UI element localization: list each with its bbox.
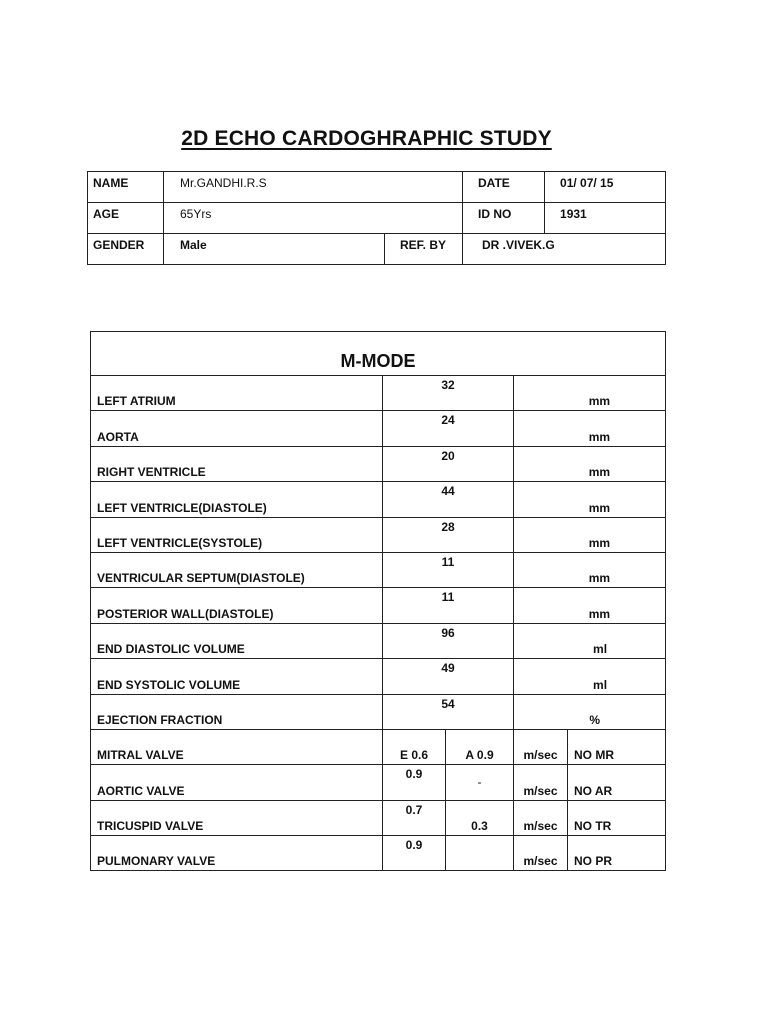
patient-row-name: [88, 172, 666, 203]
measure-name: EJECTION FRACTION: [91, 694, 383, 729]
table-row: [91, 588, 666, 623]
gender-value: Male: [164, 234, 385, 265]
id-label: ID NO: [463, 203, 545, 234]
valve-e-value: 0.9: [383, 765, 446, 800]
measure-unit: mm: [514, 411, 666, 446]
report-title: 2D ECHO CARDOGHRAPHIC STUDY: [181, 127, 552, 150]
measure-name: END SYSTOLIC VOLUME: [91, 659, 383, 694]
valve-e-value: 0.9: [383, 836, 446, 871]
valve-unit: m/sec: [514, 729, 568, 764]
id-value: 1931: [545, 203, 666, 234]
table-row: [91, 694, 666, 729]
valve-name: MITRAL VALVE: [91, 729, 383, 764]
table-row: [91, 552, 666, 587]
date-value: 01/ 07/ 15: [545, 172, 666, 203]
measure-name: RIGHT VENTRICLE: [91, 446, 383, 481]
patient-row-age: [88, 203, 666, 234]
age-value: 65Yrs: [164, 203, 463, 234]
measure-name: POSTERIOR WALL(DIASTOLE): [91, 588, 383, 623]
measure-value: 49: [383, 659, 514, 694]
patient-info-table: [87, 171, 666, 265]
table-row: [91, 729, 666, 764]
valve-note: NO PR: [568, 836, 666, 871]
mmode-table: [90, 331, 666, 871]
table-row: [91, 517, 666, 552]
valve-note: NO MR: [568, 729, 666, 764]
table-row: [91, 836, 666, 871]
ref-value: DR .VIVEK.G: [463, 234, 666, 265]
measure-value: 44: [383, 482, 514, 517]
table-row: [91, 411, 666, 446]
valve-unit: m/sec: [514, 800, 568, 835]
mmode-header-row: [91, 332, 666, 376]
name-value: Mr.GANDHI.R.S: [164, 172, 463, 203]
measure-unit: mm: [514, 446, 666, 481]
valve-name: TRICUSPID VALVE: [91, 800, 383, 835]
table-row: [91, 446, 666, 481]
patient-row-gender: [88, 234, 666, 265]
age-label: AGE: [88, 203, 164, 234]
measure-unit: ml: [514, 623, 666, 658]
measure-unit: ml: [514, 659, 666, 694]
valve-name: AORTIC VALVE: [91, 765, 383, 800]
measure-value: 24: [383, 411, 514, 446]
table-row: [91, 765, 666, 800]
measure-name: AORTA: [91, 411, 383, 446]
measure-name: VENTRICULAR SEPTUM(DIASTOLE): [91, 552, 383, 587]
valve-a-value: -: [446, 765, 514, 800]
measure-name: LEFT ATRIUM: [91, 376, 383, 411]
table-row: [91, 800, 666, 835]
measure-value: 11: [383, 588, 514, 623]
valve-a-value: 0.3: [446, 800, 514, 835]
ref-label: REF. BY: [385, 234, 463, 265]
valve-note: NO TR: [568, 800, 666, 835]
mmode-header: M-MODE: [91, 332, 666, 376]
measure-unit: mm: [514, 588, 666, 623]
table-row: [91, 482, 666, 517]
measure-unit: mm: [514, 376, 666, 411]
gender-label: GENDER: [88, 234, 164, 265]
measure-unit: %: [514, 694, 666, 729]
valve-unit: m/sec: [514, 765, 568, 800]
table-row: [91, 659, 666, 694]
measure-name: LEFT VENTRICLE(DIASTOLE): [91, 482, 383, 517]
measure-value: 28: [383, 517, 514, 552]
valve-note: NO AR: [568, 765, 666, 800]
valve-a-value: [446, 836, 514, 871]
measure-value: 20: [383, 446, 514, 481]
table-row: [91, 376, 666, 411]
table-row: [91, 623, 666, 658]
measure-unit: mm: [514, 552, 666, 587]
name-label: NAME: [88, 172, 164, 203]
measure-unit: mm: [514, 517, 666, 552]
measure-unit: mm: [514, 482, 666, 517]
valve-name: PULMONARY VALVE: [91, 836, 383, 871]
measure-value: 96: [383, 623, 514, 658]
valve-unit: m/sec: [514, 836, 568, 871]
valve-a-value: A 0.9: [446, 729, 514, 764]
measure-name: LEFT VENTRICLE(SYSTOLE): [91, 517, 383, 552]
valve-e-value: E 0.6: [383, 729, 446, 764]
measure-value: 11: [383, 552, 514, 587]
measure-value: 54: [383, 694, 514, 729]
valve-e-value: 0.7: [383, 800, 446, 835]
measure-name: END DIASTOLIC VOLUME: [91, 623, 383, 658]
measure-value: 32: [383, 376, 514, 411]
date-label: DATE: [463, 172, 545, 203]
